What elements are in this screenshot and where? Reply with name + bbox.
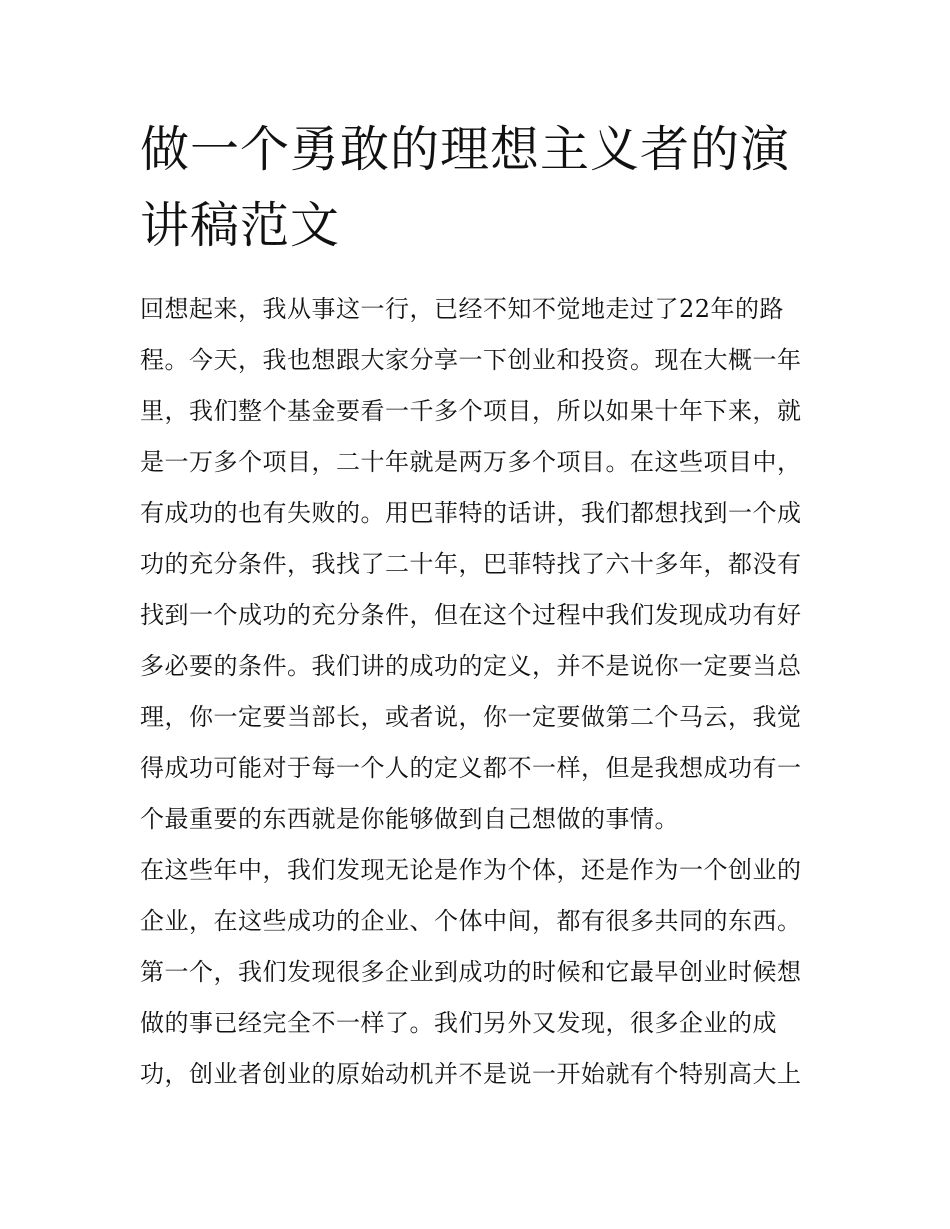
text-line: 企业，在这些成功的企业、个体中间，都有很多共同的东西。 [140, 907, 802, 935]
text-line: 功，创业者创业的原始动机并不是说一开始就有个特别高大上 [140, 1060, 802, 1088]
text-line: 回想起来，我从事这一行，已经不知不觉地走过了22年的路 [140, 295, 785, 323]
text-line: 在这些年中，我们发现无论是作为个体，还是作为一个创业的 [140, 856, 802, 884]
text-line: 程。今天，我也想跟大家分享一下创业和投资。现在大概一年 [140, 346, 802, 374]
document-content [140, 112, 816, 1100]
text-line: 多必要的条件。我们讲的成功的定义，并不是说你一定要当总 [140, 652, 802, 680]
text-line: 功的充分条件，我找了二十年，巴菲特找了六十多年，都没有 [140, 550, 802, 578]
text-line: 是一万多个项目，二十年就是两万多个项目。在这些项目中， [140, 448, 802, 476]
title-line: 做一个勇敢的理想主义者的演 [140, 121, 791, 178]
text-line: 个最重要的东西就是你能够做到自己想做的事情。 [140, 805, 679, 833]
title-line: 讲稿范文 [140, 197, 341, 254]
text-line: 找到一个成功的充分条件，但在这个过程中我们发现成功有好 [140, 601, 802, 629]
text-line: 里，我们整个基金要看一千多个项目，所以如果十年下来，就 [140, 397, 802, 425]
paragraph-2 [140, 845, 816, 1100]
text-line: 做的事已经完全不一样了。我们另外又发现，很多企业的成 [140, 1009, 777, 1037]
text-line: 理，你一定要当部长，或者说，你一定要做第二个马云，我觉 [140, 703, 802, 731]
document-title [140, 112, 816, 264]
paragraph-1 [140, 284, 816, 845]
text-line: 第一个，我们发现很多企业到成功的时候和它最早创业时候想 [140, 958, 802, 986]
document-body [140, 284, 816, 1100]
text-line: 有成功的也有失败的。用巴菲特的话讲，我们都想找到一个成 [140, 499, 802, 527]
text-line: 得成功可能对于每一个人的定义都不一样，但是我想成功有一 [140, 754, 802, 782]
